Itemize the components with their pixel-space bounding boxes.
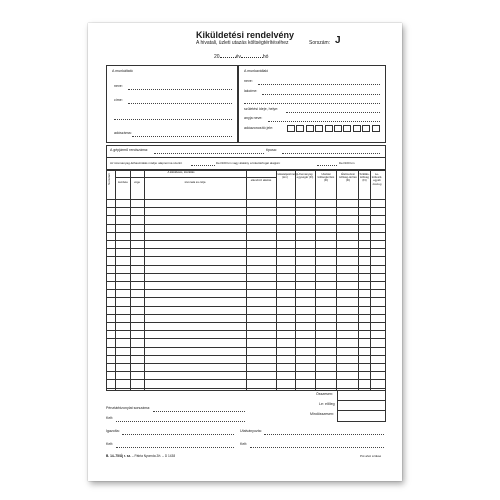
certify-line[interactable] <box>122 434 234 435</box>
col-ellenorzes: ellenőrző aláírás <box>250 178 272 182</box>
table-col-line <box>144 169 145 390</box>
footer-note: Pót ahol szüksé <box>360 454 382 458</box>
employee-birth-line[interactable] <box>286 112 380 113</box>
totals-divider-1 <box>337 400 385 401</box>
date-prefix: 20 <box>214 54 220 60</box>
printer-text: – Pátria Nyomda Zrt. – D 1438 <box>131 454 176 458</box>
taxid-box[interactable] <box>343 125 351 132</box>
taxid-box[interactable] <box>334 125 342 132</box>
table-row-line <box>106 256 385 257</box>
total-levonas-label: Le: előleg <box>319 402 335 406</box>
cash-slip-line[interactable] <box>153 411 245 412</box>
employee-residence-label: lakcíme: <box>244 89 258 93</box>
totals-divider-2 <box>337 410 385 411</box>
employee-name-label: neve: <box>244 79 253 83</box>
col-futas: Futásteljesítmény (km) <box>276 172 298 180</box>
employee-taxid-label: adóazonosító jele: <box>244 126 274 130</box>
table-col-line <box>358 169 359 390</box>
employee-residence-line-2[interactable] <box>244 103 380 104</box>
table-col-line <box>370 169 371 390</box>
taxid-box[interactable] <box>362 125 370 132</box>
footer-date-line-1[interactable] <box>116 421 245 422</box>
table-row-line <box>106 371 385 372</box>
table-col-line <box>130 169 131 390</box>
table-row-line <box>106 379 385 380</box>
vehicle-plate-line[interactable] <box>154 153 264 154</box>
serial-label: Sorszám: <box>309 40 331 46</box>
vehicle-box <box>106 145 386 171</box>
employee-mother-label: anyja neve: <box>244 116 263 120</box>
totals-box <box>337 390 386 422</box>
footer-date-line-2[interactable] <box>116 447 234 448</box>
table-row-line <box>106 224 385 225</box>
vehicle-plate-label: A gépjármű rendszáma: <box>110 148 148 152</box>
employee-birth-label: születési ideje, helye: <box>244 107 279 111</box>
approve-label: Utalványozta: <box>240 429 262 433</box>
footer-date-label-2: Kelt: <box>106 442 114 446</box>
employer-heading: A munkáltató <box>112 69 133 73</box>
table-row-line <box>106 347 385 348</box>
table-col-line <box>295 169 296 390</box>
taxid-box[interactable] <box>315 125 323 132</box>
col-utvonal: útvonala és célja <box>184 180 206 184</box>
employee-residence-line[interactable] <box>262 94 380 95</box>
table-row-line <box>106 388 385 389</box>
table-row-line <box>106 338 385 339</box>
table-row-line <box>106 232 385 233</box>
footer-date-label-1: Kelt: <box>106 416 114 420</box>
employer-tax-label: adószáma: <box>114 131 132 135</box>
taxid-box[interactable] <box>306 125 314 132</box>
form-code <box>106 455 175 458</box>
certify-label: Igazolta: <box>106 429 120 433</box>
table-row-line <box>106 289 385 290</box>
vehicle-type-label: típusa: <box>266 148 277 152</box>
table-col-line <box>246 169 247 390</box>
table-row-line <box>106 281 385 282</box>
table-row-line <box>106 240 385 241</box>
total-osszesen-label: Összesen: <box>316 392 333 396</box>
col-kezdete: kezdete <box>118 180 128 184</box>
col-uzemanyag: Üzemanyag egységár (Ft) <box>296 172 314 180</box>
date-line <box>214 53 268 60</box>
employer-name-label: neve: <box>114 84 123 88</box>
serial-letter: J <box>335 35 341 46</box>
taxid-box[interactable] <box>372 125 380 132</box>
table-row-line <box>106 297 385 298</box>
table-row-line <box>106 273 385 274</box>
form-sheet <box>88 23 402 481</box>
col-sorszam: Sorszám <box>107 173 111 185</box>
col-ellatasi: Élelmezési költség-térítés (Ft) <box>339 172 357 183</box>
employer-tax-line[interactable] <box>132 136 232 137</box>
vehicle-per100-unit: liter/100 km <box>339 161 355 165</box>
vehicle-fuel-label: Az üzemanyag-felhasználás módja: alapnorma szerint <box>110 161 183 165</box>
date-month: hó <box>262 54 269 60</box>
col-szallas: Szállás-költség (Ft) <box>359 172 370 183</box>
vehicle-divider <box>106 157 385 158</box>
date-year: év <box>235 54 241 60</box>
cash-slip-label: Pénztárbizonylat sorszáma: <box>106 406 151 410</box>
taxid-box[interactable] <box>296 125 304 132</box>
col-vege: vége <box>133 180 141 184</box>
table-row-line <box>106 355 385 356</box>
employer-extra-line[interactable] <box>114 119 232 120</box>
table-row-line <box>106 314 385 315</box>
taxid-box[interactable] <box>325 125 333 132</box>
vehicle-per100-line[interactable] <box>317 165 337 166</box>
table-row-line <box>106 330 385 331</box>
approve-line[interactable] <box>264 434 384 435</box>
table-col-line <box>315 169 316 390</box>
table-header-divider <box>106 199 385 200</box>
employee-mother-line[interactable] <box>268 121 380 122</box>
vehicle-per100-label: liter/100 km vagy átalány a lökettérfogat alapján: <box>216 161 281 165</box>
form-code-text: B. 14–75/Új r. sz. <box>106 454 131 458</box>
employee-taxid-boxes[interactable] <box>287 125 383 132</box>
taxid-box[interactable] <box>287 125 295 132</box>
table-row-line <box>106 248 385 249</box>
table-row-line <box>106 322 385 323</box>
table-group-label: A kiküldetés, kiszállás <box>167 170 195 174</box>
employer-address-line[interactable] <box>128 103 232 104</box>
table-row-line <box>106 363 385 364</box>
table-row-line <box>106 215 385 216</box>
employer-address-label: címe: <box>114 98 123 102</box>
total-mindosszesen-label: Mindösszesen: <box>310 412 334 416</box>
form-subtitle: A hivatali, üzleti utazás költségtérítéséhez <box>196 40 289 46</box>
footer-date-label-3: Kelt: <box>240 442 248 446</box>
employee-heading: A munkavállaló <box>244 69 269 73</box>
employee-name-line[interactable] <box>258 84 380 85</box>
table-col-line <box>115 169 116 390</box>
table-col-line <box>276 169 277 390</box>
taxid-box[interactable] <box>353 125 361 132</box>
form-title: Kiküldetési rendelvény <box>195 30 295 40</box>
vehicle-type-line[interactable] <box>282 153 380 154</box>
vehicle-fuel-line[interactable] <box>191 165 215 166</box>
employer-name-line[interactable] <box>128 89 232 90</box>
col-utazas: Utazási költségtérítés (Ft) <box>317 172 335 183</box>
col-koltseg: Le-költesíti-egyéb összeg <box>371 172 383 186</box>
footer-date-line-3[interactable] <box>250 447 384 448</box>
trip-table-grid <box>106 169 385 390</box>
table-col-line <box>336 169 337 390</box>
table-row-line <box>106 207 385 208</box>
table-row-line <box>106 306 385 307</box>
table-row-line <box>106 265 385 266</box>
